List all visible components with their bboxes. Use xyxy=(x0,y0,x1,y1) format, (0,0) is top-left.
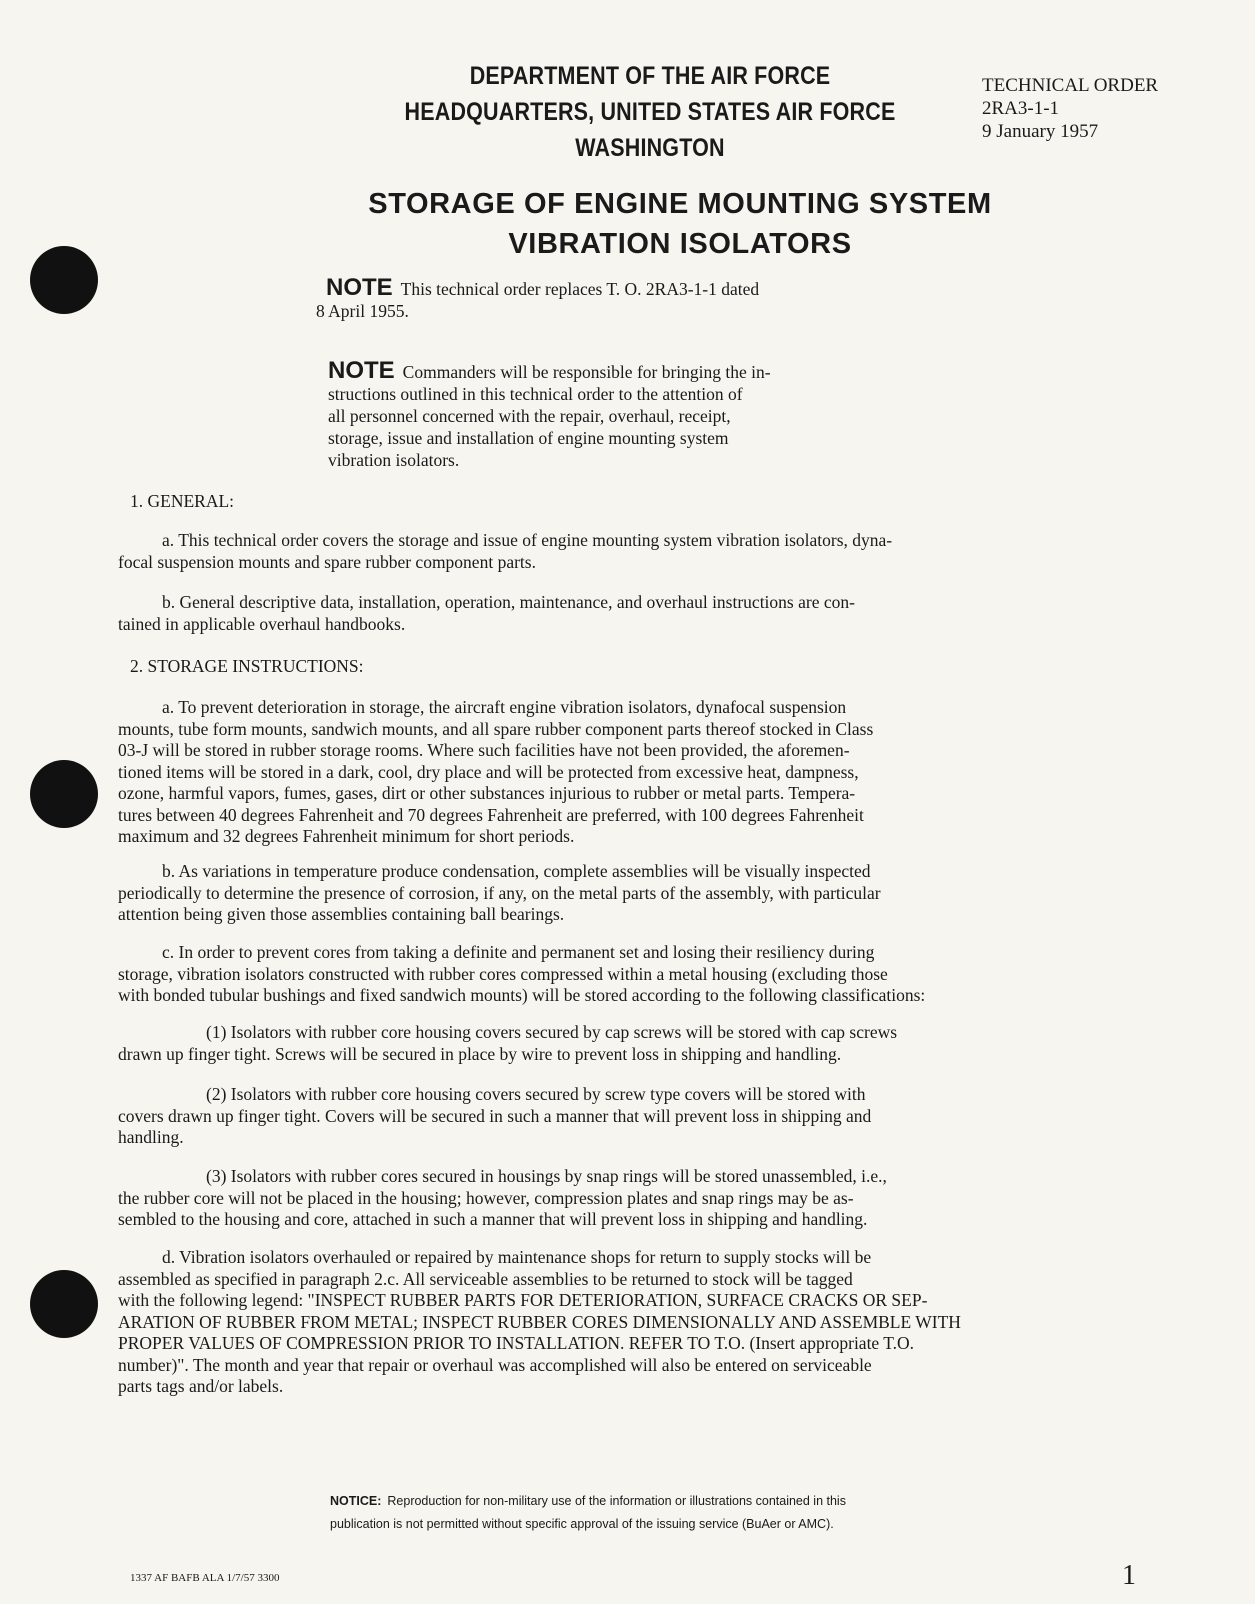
paragraph-2c3 xyxy=(118,1166,887,1231)
technical-order-id xyxy=(982,74,1158,143)
note-commanders xyxy=(328,357,771,471)
paragraph-line: covers drawn up finger tight. Covers will be secured in such a manner that will prevent loss in shipping and xyxy=(118,1105,872,1126)
reproduction-notice xyxy=(330,1490,846,1536)
paragraph-line: storage, vibration isolators constructed with rubber cores compressed within a metal housing (excluding those xyxy=(118,963,888,984)
paragraph-line: ARATION OF RUBBER FROM METAL; INSPECT RUBBER CORES DIMENSIONALLY AND ASSEMBLE WITH xyxy=(118,1311,961,1332)
paragraph-line: b. General descriptive data, installation, operation, maintenance, and overhaul instructions are con- xyxy=(162,592,855,612)
paragraph-line: (2) Isolators with rubber core housing covers secured by screw type covers will be stored with xyxy=(206,1084,866,1104)
paragraph-2b xyxy=(118,861,881,926)
paragraph-line: assembled as specified in paragraph 2.c. All serviceable assemblies to be returned to stock will be tagged xyxy=(118,1268,853,1289)
notice-text: publication is not permitted without specific approval of the issuing service (BuAer or AMC). xyxy=(330,1517,834,1531)
paragraph-line: mounts, tube form mounts, sandwich mounts, and all spare rubber component parts thereof stocked in Class xyxy=(118,718,874,739)
paragraph-2d xyxy=(118,1247,961,1398)
paragraph-line: b. As variations in temperature produce condensation, complete assemblies will be visually inspected xyxy=(162,861,871,881)
paragraph-line: tioned items will be stored in a dark, cool, dry place and will be protected from excessive heat, dampness, xyxy=(118,761,859,782)
paragraph-line: drawn up finger tight. Screws will be secured in place by wire to prevent loss in shipping and handling. xyxy=(118,1043,842,1064)
to-date: 9 January 1957 xyxy=(982,121,1099,142)
printer-code: 1337 AF BAFB ALA 1/7/57 3300 xyxy=(130,1572,280,1584)
paragraph-line: maximum and 32 degrees Fahrenheit minimum for short periods. xyxy=(118,826,575,846)
paragraph-line: (1) Isolators with rubber core housing covers secured by cap screws will be stored with cap screws xyxy=(206,1022,898,1042)
note-text: vibration isolators. xyxy=(328,450,460,470)
binder-hole-bottom xyxy=(30,1270,98,1338)
issuing-department xyxy=(349,58,951,166)
paragraph-2c xyxy=(118,942,925,1007)
paragraph-line: the rubber core will not be placed in the housing; however, compression plates and snap rings may be as- xyxy=(118,1187,854,1208)
binder-hole-top xyxy=(30,246,98,314)
paragraph-line: tained in applicable overhaul handbooks. xyxy=(118,613,406,634)
paragraph-2c1 xyxy=(118,1022,897,1065)
note-text: structions outlined in this technical order to the attention of xyxy=(328,384,743,404)
note-text: Commanders will be responsible for bringing the in- xyxy=(402,362,771,382)
department-line: WASHINGTON xyxy=(575,134,725,162)
title-line: STORAGE OF ENGINE MOUNTING SYSTEM xyxy=(368,188,992,220)
paragraph-line: with bonded tubular bushings and fixed sandwich mounts) will be stored according to the following classifications: xyxy=(118,985,926,1005)
paragraph-line: a. To prevent deterioration in storage, the aircraft engine vibration isolators, dynafocal suspension xyxy=(162,697,847,717)
note-text: This technical order replaces T. O. 2RA3-1-1 dated xyxy=(400,279,760,299)
paragraph-2c2 xyxy=(118,1084,871,1149)
paragraph-line: parts tags and/or labels. xyxy=(118,1376,284,1396)
document-title xyxy=(240,184,1120,264)
paragraph-line: PROPER VALUES OF COMPRESSION PRIOR TO INSTALLATION. REFER TO T.O. (Insert appropriate T.O. xyxy=(118,1333,915,1353)
paragraph-line: tures between 40 degrees Fahrenheit and 70 degrees Fahrenheit are preferred, with 100 degrees Fahrenheit xyxy=(118,804,864,825)
paragraph-line: sembled to the housing and core, attached in such a manner that will prevent loss in shipping and handling. xyxy=(118,1209,868,1229)
to-number: 2RA3-1-1 xyxy=(982,98,1060,119)
department-line: HEADQUARTERS, UNITED STATES AIR FORCE xyxy=(404,98,896,126)
note-text: all personnel concerned with the repair, overhaul, receipt, xyxy=(328,406,731,426)
paragraph-line: number)". The month and year that repair or overhaul was accomplished will also be entered on serviceable xyxy=(118,1354,872,1375)
section-heading-storage: 2. STORAGE INSTRUCTIONS: xyxy=(130,656,364,676)
note-text: storage, issue and installation of engine mounting system xyxy=(328,428,729,448)
notice-label: NOTICE: xyxy=(330,1494,382,1508)
paragraph-line: a. This technical order covers the storage and issue of engine mounting system vibration isolators, dyna- xyxy=(162,530,893,550)
paragraph-line: periodically to determine the presence of corrosion, if any, on the metal parts of the assembly, with particular xyxy=(118,882,881,903)
note-label: NOTE xyxy=(326,274,393,301)
paragraph-1b xyxy=(118,592,855,635)
paragraph-line: attention being given those assemblies containing ball bearings. xyxy=(118,904,565,924)
paragraph-1a xyxy=(118,530,892,573)
notice-text: Reproduction for non-military use of the information or illustrations contained in this xyxy=(387,1494,846,1508)
paragraph-line: 03-J will be stored in rubber storage rooms. Where such facilities have not been provided, the aforemen- xyxy=(118,740,850,760)
binder-hole-middle xyxy=(30,760,98,828)
paragraph-line: with the following legend: "INSPECT RUBBER PARTS FOR DETERIORATION, SURFACE CRACKS OR SEP- xyxy=(118,1290,928,1310)
paragraph-line: handling. xyxy=(118,1127,184,1147)
department-line: DEPARTMENT OF THE AIR FORCE xyxy=(469,62,831,90)
paragraph-2a xyxy=(118,697,873,848)
to-label: TECHNICAL ORDER xyxy=(982,75,1159,96)
paragraph-line: c. In order to prevent cores from taking a definite and permanent set and losing their resiliency during xyxy=(162,942,875,962)
page-number: 1 xyxy=(1122,1560,1136,1591)
note-text: 8 April 1955. xyxy=(316,301,409,321)
title-line: VIBRATION ISOLATORS xyxy=(508,228,852,260)
paragraph-line: d. Vibration isolators overhauled or repaired by maintenance shops for return to supply stocks will be xyxy=(162,1247,872,1267)
paragraph-line: focal suspension mounts and spare rubber component parts. xyxy=(118,551,536,572)
paragraph-line: ozone, harmful vapors, fumes, gases, dirt or other substances injurious to rubber or metal parts. Tempera- xyxy=(118,783,856,803)
paragraph-line: (3) Isolators with rubber cores secured in housings by snap rings will be stored unassembled, i.e., xyxy=(206,1166,887,1186)
note-replacement xyxy=(316,274,760,322)
section-heading-general: 1. GENERAL: xyxy=(130,491,235,511)
note-label: NOTE xyxy=(328,357,395,384)
